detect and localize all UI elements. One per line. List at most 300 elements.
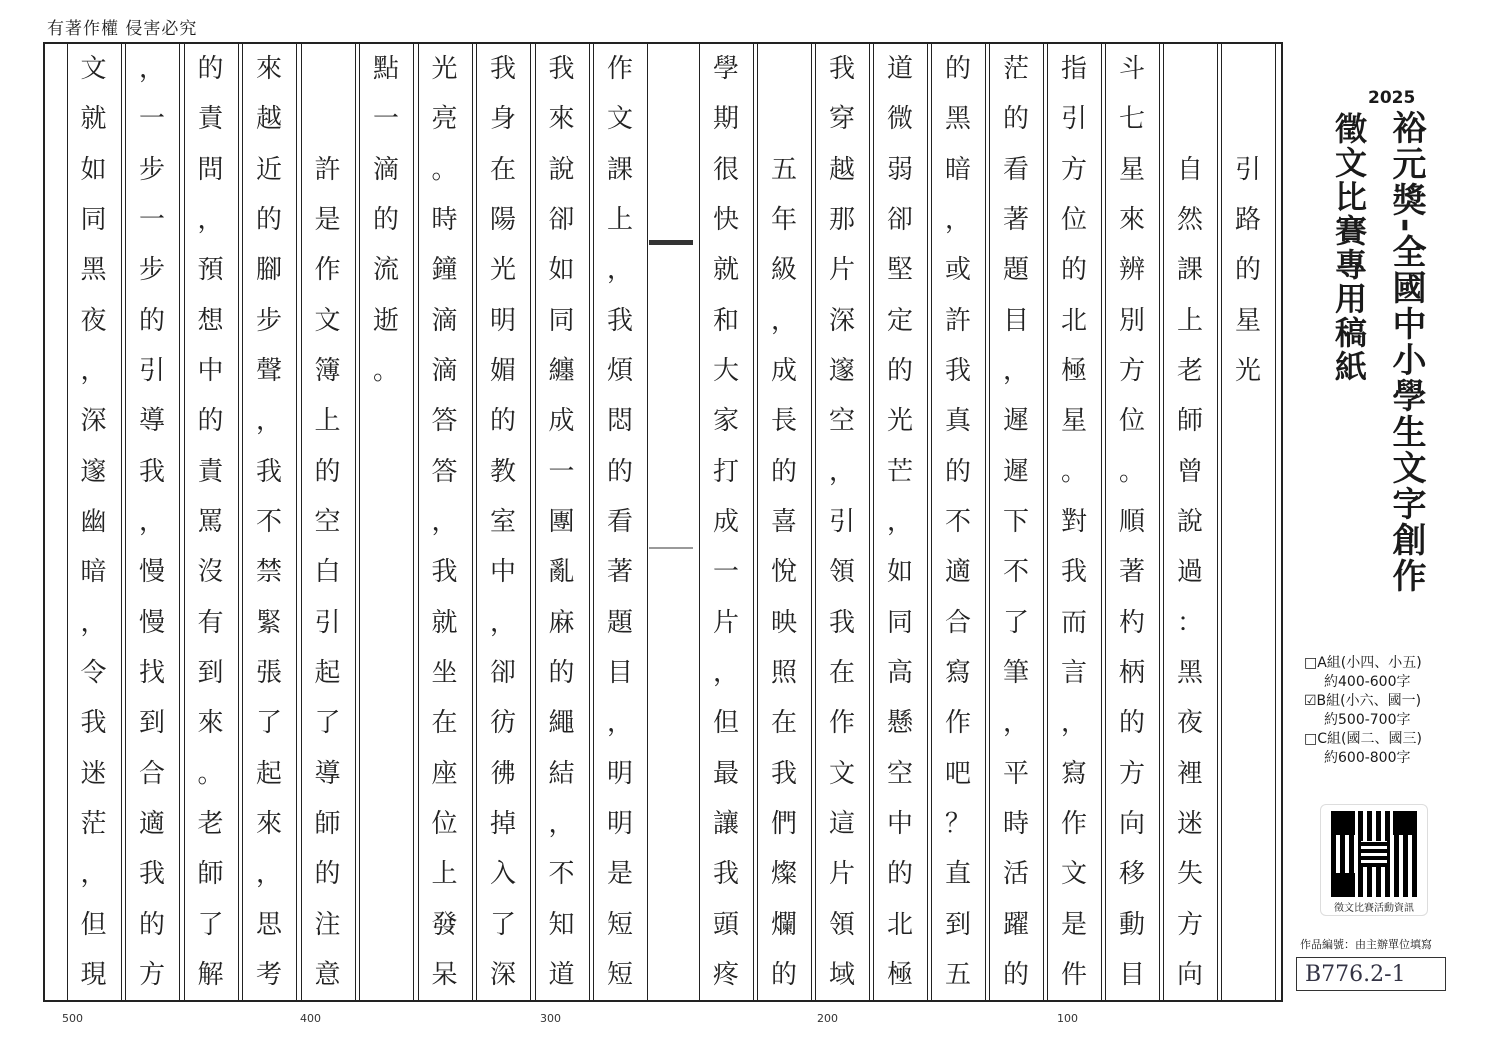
manuscript-cell: 彷: [489, 708, 516, 739]
manuscript-cell: ，: [138, 507, 165, 537]
manuscript-cell: 極: [1060, 356, 1087, 387]
manuscript-cell: 很: [712, 154, 739, 185]
work-number-label: 作品編號：由主辦單位填寫: [1300, 938, 1432, 951]
manuscript-cell: 筆: [1002, 657, 1029, 688]
manuscript-cell: 步: [138, 154, 165, 185]
manuscript-cell: 直: [944, 859, 971, 890]
manuscript-cell: 是: [1060, 909, 1087, 940]
manuscript-cell: 片: [828, 255, 855, 286]
manuscript-cell: 預: [197, 255, 224, 286]
manuscript-cell: 但: [712, 708, 739, 739]
manuscript-cell: 空: [314, 507, 341, 537]
manuscript-cell: 慢: [138, 557, 165, 588]
manuscript-column: [184, 44, 238, 1000]
manuscript-cell: 向: [1118, 808, 1145, 839]
manuscript-cell: 注: [314, 909, 341, 940]
manuscript-cell: 定: [886, 305, 913, 336]
manuscript-column: [242, 44, 296, 1000]
manuscript-cell: 爛: [770, 909, 797, 940]
manuscript-cell: ，: [255, 406, 282, 437]
manuscript-cell: 答: [431, 456, 458, 487]
manuscript-column: [1047, 44, 1101, 1000]
manuscript-cell: 迷: [1176, 808, 1203, 839]
manuscript-cell: 答: [431, 406, 458, 437]
manuscript-cell: 中: [489, 557, 516, 588]
manuscript-cell: ，: [1002, 708, 1029, 739]
manuscript-cell: 。: [1060, 456, 1087, 487]
manuscript-cell: 罵: [197, 507, 224, 537]
manuscript-cell: 深: [828, 305, 855, 336]
manuscript-cell: 裡: [1176, 758, 1203, 789]
manuscript-cell: 空: [828, 406, 855, 437]
manuscript-cell: 起: [255, 758, 282, 789]
manuscript-cell: 吧: [944, 758, 971, 789]
manuscript-cell: 滴: [431, 356, 458, 387]
manuscript-cell: 遲: [1002, 456, 1029, 487]
manuscript-cell: 成: [770, 356, 797, 387]
manuscript-column: [699, 44, 753, 1000]
manuscript-cell: 的: [1234, 255, 1261, 286]
manuscript-cell: 我: [138, 456, 165, 487]
manuscript-cell: 短: [606, 959, 633, 990]
manuscript-cell: 極: [886, 959, 913, 990]
manuscript-cell: 的: [372, 205, 399, 236]
manuscript-cell: 引: [138, 356, 165, 387]
manuscript-cell: 片: [712, 607, 739, 638]
manuscript-cell: 的: [1002, 104, 1029, 135]
manuscript-cell: 繩: [548, 708, 575, 739]
manuscript-cell: 七: [1118, 104, 1145, 135]
manuscript-cell: 和: [712, 305, 739, 336]
manuscript-cell: 責: [197, 104, 224, 135]
manuscript-cell: 平: [1002, 758, 1029, 789]
manuscript-cell: 的: [1060, 255, 1087, 286]
manuscript-cell: 引: [1060, 104, 1087, 135]
manuscript-cell: 期: [712, 104, 739, 135]
manuscript-cell: ，: [1060, 708, 1087, 739]
tick-300: 300: [540, 1012, 561, 1025]
manuscript-cell: 引: [1234, 154, 1261, 185]
manuscript-cell: 我: [255, 456, 282, 487]
manuscript-cell: 家: [712, 406, 739, 437]
manuscript-cell: 黑: [1176, 657, 1203, 688]
manuscript-cell: 黑: [944, 104, 971, 135]
manuscript-cell: 真: [944, 406, 971, 437]
contest-title: 裕元獎-全國中小學生文字創作: [1386, 110, 1426, 595]
manuscript-cell: 不: [548, 859, 575, 890]
manuscript-cell: 道: [886, 54, 913, 85]
manuscript-cell: 意: [314, 959, 341, 990]
manuscript-cell: 片: [828, 859, 855, 890]
manuscript-cell: 來: [255, 54, 282, 85]
manuscript-cell: 燦: [770, 859, 797, 890]
manuscript-cell: ，: [489, 607, 516, 638]
manuscript-cell: 著: [606, 557, 633, 588]
manuscript-cell: 滴: [372, 154, 399, 185]
manuscript-cell: 亮: [431, 104, 458, 135]
manuscript-cell: 柄: [1118, 657, 1145, 688]
manuscript-cell: 悶: [606, 406, 633, 437]
manuscript-cell: 長: [770, 406, 797, 437]
manuscript-cell: 空: [886, 758, 913, 789]
manuscript-cell: 失: [1176, 859, 1203, 890]
group-a-range: 約400-600字: [1324, 674, 1411, 690]
manuscript-cell: 文: [606, 104, 633, 135]
manuscript-cell: 的: [489, 406, 516, 437]
manuscript-cell: 上: [606, 205, 633, 236]
manuscript-cell: 光: [431, 54, 458, 85]
manuscript-cell: 北: [886, 909, 913, 940]
manuscript-cell: 夜: [1176, 708, 1203, 739]
manuscript-column: [1221, 44, 1275, 1000]
manuscript-cell: 問: [197, 154, 224, 185]
manuscript-cell: 辨: [1118, 255, 1145, 286]
center-fold: [649, 44, 693, 1000]
manuscript-cell: 一: [548, 456, 575, 487]
manuscript-cell: 我: [489, 54, 516, 85]
manuscript-cell: 幽: [80, 507, 107, 537]
manuscript-cell: 上: [314, 406, 341, 437]
manuscript-cell: 作: [314, 255, 341, 286]
manuscript-cell: 夜: [80, 305, 107, 336]
manuscript-cell: 坐: [431, 657, 458, 688]
manuscript-cell: 短: [606, 909, 633, 940]
manuscript-cell: ，: [886, 507, 913, 537]
manuscript-cell: 一: [372, 104, 399, 135]
manuscript-cell: 煩: [606, 356, 633, 387]
manuscript-cell: 堅: [886, 255, 913, 286]
manuscript-column: [67, 44, 121, 1000]
group-c-range: 約600-800字: [1324, 750, 1411, 766]
manuscript-cell: 結: [548, 758, 575, 789]
manuscript-cell: 座: [431, 758, 458, 789]
manuscript-cell: 文: [1060, 859, 1087, 890]
manuscript-cell: 寫: [944, 657, 971, 688]
manuscript-cell: 的: [197, 406, 224, 437]
manuscript-cell: 穿: [828, 104, 855, 135]
manuscript-cell: 中: [197, 356, 224, 387]
manuscript-cell: 域: [828, 959, 855, 990]
group-options: [1304, 654, 1422, 768]
manuscript-cell: 了: [489, 909, 516, 940]
manuscript-cell: 著: [1002, 205, 1029, 236]
manuscript-cell: 深: [80, 406, 107, 437]
manuscript-cell: 張: [255, 657, 282, 688]
manuscript-cell: 最: [712, 758, 739, 789]
manuscript-cell: 纏: [548, 356, 575, 387]
manuscript-cell: 如: [886, 557, 913, 588]
manuscript-cell: 成: [548, 406, 575, 437]
manuscript-cell: 鐘: [431, 255, 458, 286]
manuscript-cell: 向: [1176, 959, 1203, 990]
manuscript-cell: 弱: [886, 154, 913, 185]
manuscript-cell: 杓: [1118, 607, 1145, 638]
manuscript-cell: 而: [1060, 607, 1087, 638]
manuscript-cell: 作: [828, 708, 855, 739]
manuscript-cell: 位: [1118, 406, 1145, 437]
manuscript-cell: 如: [80, 154, 107, 185]
manuscript-cell: 年: [770, 205, 797, 236]
manuscript-cell: 麻: [548, 607, 575, 638]
group-b-checkbox[interactable]: ☑B組(小六、國一): [1304, 693, 1422, 709]
manuscript-cell: 深: [489, 959, 516, 990]
tick-500: 500: [62, 1012, 83, 1025]
manuscript-cell: 的: [886, 356, 913, 387]
manuscript-cell: 就: [431, 607, 458, 638]
manuscript-cell: 茫: [80, 808, 107, 839]
manuscript-cell: 了: [255, 708, 282, 739]
manuscript-cell: 我: [606, 305, 633, 336]
manuscript-cell: 自: [1176, 154, 1203, 185]
manuscript-cell: 學: [712, 54, 739, 85]
manuscript-cell: 在: [489, 154, 516, 185]
manuscript-cell: 目: [1002, 305, 1029, 336]
manuscript-cell: 就: [712, 255, 739, 286]
manuscript-cell: 件: [1060, 959, 1087, 990]
manuscript-cell: 有: [197, 607, 224, 638]
manuscript-cell: 暗: [944, 154, 971, 185]
group-c-checkbox[interactable]: □C組(國二、國三): [1304, 731, 1422, 747]
manuscript-cell: ，: [1002, 356, 1029, 387]
manuscript-cell: 我: [548, 54, 575, 85]
manuscript-cell: 光: [489, 255, 516, 286]
manuscript-cell: 的: [314, 456, 341, 487]
manuscript-cell: 老: [1176, 356, 1203, 387]
manuscript-column: [1105, 44, 1159, 1000]
manuscript-column: [873, 44, 927, 1000]
manuscript-cell: 令: [80, 657, 107, 688]
manuscript-cell: 在: [431, 708, 458, 739]
manuscript-cell: 喜: [770, 507, 797, 537]
manuscript-cell: 目: [1118, 959, 1145, 990]
manuscript-cell: ：: [1176, 607, 1203, 638]
manuscript-cell: 方: [138, 959, 165, 990]
manuscript-cell: ，: [770, 305, 797, 336]
manuscript-cell: 看: [606, 507, 633, 537]
manuscript-cell: 文: [80, 54, 107, 85]
manuscript-cell: 腳: [255, 255, 282, 286]
manuscript-cell: 說: [548, 154, 575, 185]
manuscript-cell: 過: [1176, 557, 1203, 588]
manuscript-cell: 我: [80, 708, 107, 739]
manuscript-cell: 導: [314, 758, 341, 789]
manuscript-cell: 茫: [1002, 54, 1029, 85]
manuscript-column: [931, 44, 985, 1000]
manuscript-cell: 師: [1176, 406, 1203, 437]
manuscript-cell: ，: [80, 356, 107, 387]
manuscript-cell: 移: [1118, 859, 1145, 890]
manuscript-cell: 快: [712, 205, 739, 236]
manuscript-cell: 師: [314, 808, 341, 839]
manuscript-cell: 活: [1002, 859, 1029, 890]
manuscript-cell: 我: [431, 557, 458, 588]
manuscript-cell: 讓: [712, 808, 739, 839]
manuscript-cell: 打: [712, 456, 739, 487]
manuscript-cell: 步: [255, 305, 282, 336]
manuscript-cell: 入: [489, 859, 516, 890]
manuscript-cell: 的: [606, 456, 633, 487]
manuscript-cell: 聲: [255, 356, 282, 387]
manuscript-cell: 知: [548, 909, 575, 940]
manuscript-cell: 北: [1060, 305, 1087, 336]
side-panel: [1290, 0, 1500, 1060]
manuscript-cell: 的: [944, 54, 971, 85]
manuscript-cell: 上: [1176, 305, 1203, 336]
manuscript-cell: 指: [1060, 54, 1087, 85]
manuscript-cell: 的: [314, 859, 341, 890]
manuscript-cell: 沒: [197, 557, 224, 588]
manuscript-cell: 們: [770, 808, 797, 839]
work-number-field[interactable]: B776.2-1: [1296, 957, 1446, 991]
manuscript-cell: ，: [80, 859, 107, 890]
manuscript-cell: 方: [1118, 758, 1145, 789]
manuscript-cell: 來: [255, 808, 282, 839]
manuscript-cell: 是: [314, 205, 341, 236]
group-a-checkbox[interactable]: □A組(小四、小五): [1304, 655, 1422, 671]
manuscript-cell: 五: [944, 959, 971, 990]
manuscript-cell: 滴: [431, 305, 458, 336]
manuscript-cell: 中: [886, 808, 913, 839]
manuscript-cell: 點: [372, 54, 399, 85]
manuscript-cell: 掉: [489, 808, 516, 839]
copyright-notice: 有著作權 侵害必究: [47, 19, 198, 39]
manuscript-cell: 我: [944, 356, 971, 387]
manuscript-cell: 我: [1060, 557, 1087, 588]
qr-label: 徵文比賽活動資訊: [1334, 903, 1414, 914]
manuscript-cell: 的: [255, 205, 282, 236]
manuscript-cell: 方: [1118, 356, 1145, 387]
manuscript-cell: 如: [548, 255, 575, 286]
manuscript-cell: 領: [828, 557, 855, 588]
manuscript-column: [815, 44, 869, 1000]
qr-code-icon: [1331, 811, 1417, 897]
manuscript-cell: ，: [606, 255, 633, 286]
manuscript-cell: 光: [886, 406, 913, 437]
manuscript-cell: 來: [197, 708, 224, 739]
manuscript-cell: 迷: [80, 758, 107, 789]
manuscript-cell: 越: [828, 154, 855, 185]
manuscript-cell: 適: [944, 557, 971, 588]
manuscript-cell: 就: [80, 104, 107, 135]
manuscript-cell: 的: [1002, 959, 1029, 990]
manuscript-cell: 課: [606, 154, 633, 185]
manuscript-cell: ，: [944, 205, 971, 236]
manuscript-cell: 來: [548, 104, 575, 135]
manuscript-cell: 位: [431, 808, 458, 839]
manuscript-cell: 卻: [548, 205, 575, 236]
manuscript-cell: 是: [606, 859, 633, 890]
manuscript-cell: 在: [770, 708, 797, 739]
manuscript-cell: 明: [606, 808, 633, 839]
manuscript-cell: 成: [712, 507, 739, 537]
manuscript-cell: 呆: [431, 959, 458, 990]
manuscript-cell: 。: [372, 356, 399, 387]
manuscript-cell: 曾: [1176, 456, 1203, 487]
manuscript-cell: 的: [1118, 708, 1145, 739]
manuscript-cell: 室: [489, 507, 516, 537]
group-b-range: 約500-700字: [1324, 712, 1411, 728]
manuscript-cell: 我: [828, 607, 855, 638]
manuscript-cell: 或: [944, 255, 971, 286]
manuscript-cell: 的: [197, 54, 224, 85]
manuscript-cell: ，: [197, 205, 224, 236]
manuscript-cell: ，: [828, 456, 855, 487]
manuscript-cell: 解: [197, 959, 224, 990]
manuscript-cell: 想: [197, 305, 224, 336]
manuscript-cell: 找: [138, 657, 165, 688]
manuscript-cell: 悅: [770, 557, 797, 588]
manuscript-cell: 斗: [1118, 54, 1145, 85]
manuscript-cell: 微: [886, 104, 913, 135]
manuscript-cell: 著: [1118, 557, 1145, 588]
manuscript-cell: 明: [489, 305, 516, 336]
manuscript-cell: 媚: [489, 356, 516, 387]
manuscript-cell: 的: [770, 456, 797, 487]
manuscript-cell: 說: [1176, 507, 1203, 537]
manuscript-cell: 不: [1002, 557, 1029, 588]
manuscript-cell: 對: [1060, 507, 1087, 537]
manuscript-cell: 下: [1002, 507, 1029, 537]
manuscript-cell: ，: [712, 657, 739, 688]
manuscript-cell: 緊: [255, 607, 282, 638]
manuscript-cell: 懸: [886, 708, 913, 739]
manuscript-cell: 別: [1118, 305, 1145, 336]
manuscript-cell: 目: [606, 657, 633, 688]
manuscript-cell: 方: [1060, 154, 1087, 185]
manuscript-cell: 作: [606, 54, 633, 85]
manuscript-cell: 引: [828, 507, 855, 537]
manuscript-cell: 我: [770, 758, 797, 789]
manuscript-cell: 在: [828, 657, 855, 688]
manuscript-cell: ，: [138, 54, 165, 85]
manuscript-cell: 這: [828, 808, 855, 839]
manuscript-cell: 大: [712, 356, 739, 387]
contest-subtitle: 徵文比賽專用稿紙: [1330, 112, 1368, 384]
manuscript-cell: 老: [197, 808, 224, 839]
manuscript-cell: 的: [548, 657, 575, 688]
qr-code-box[interactable]: [1320, 804, 1428, 916]
manuscript-cell: 卻: [489, 657, 516, 688]
manuscript-cell: 不: [944, 507, 971, 537]
manuscript-column: [757, 44, 811, 1000]
manuscript-cell: 。: [197, 758, 224, 789]
manuscript-cell: 卻: [886, 205, 913, 236]
manuscript-column: [418, 44, 472, 1000]
manuscript-grid: [43, 42, 1283, 1002]
manuscript-cell: 的: [138, 909, 165, 940]
manuscript-cell: 許: [314, 154, 341, 185]
manuscript-cell: 題: [606, 607, 633, 638]
manuscript-cell: 光: [1234, 356, 1261, 387]
manuscript-cell: 級: [770, 255, 797, 286]
manuscript-cell: 位: [1060, 205, 1087, 236]
manuscript-cell: 同: [80, 205, 107, 236]
manuscript-cell: 現: [80, 959, 107, 990]
manuscript-cell: 路: [1234, 205, 1261, 236]
manuscript-cell: 黑: [80, 255, 107, 286]
manuscript-cell: 芒: [886, 456, 913, 487]
manuscript-cell: ，: [431, 507, 458, 537]
manuscript-cell: 明: [606, 758, 633, 789]
manuscript-cell: 許: [944, 305, 971, 336]
manuscript-cell: 道: [548, 959, 575, 990]
manuscript-cell: 禁: [255, 557, 282, 588]
manuscript-cell: 方: [1176, 909, 1203, 940]
manuscript-cell: 領: [828, 909, 855, 940]
manuscript-cell: 星: [1234, 305, 1261, 336]
manuscript-cell: 文: [314, 305, 341, 336]
manuscript-cell: 我: [828, 54, 855, 85]
